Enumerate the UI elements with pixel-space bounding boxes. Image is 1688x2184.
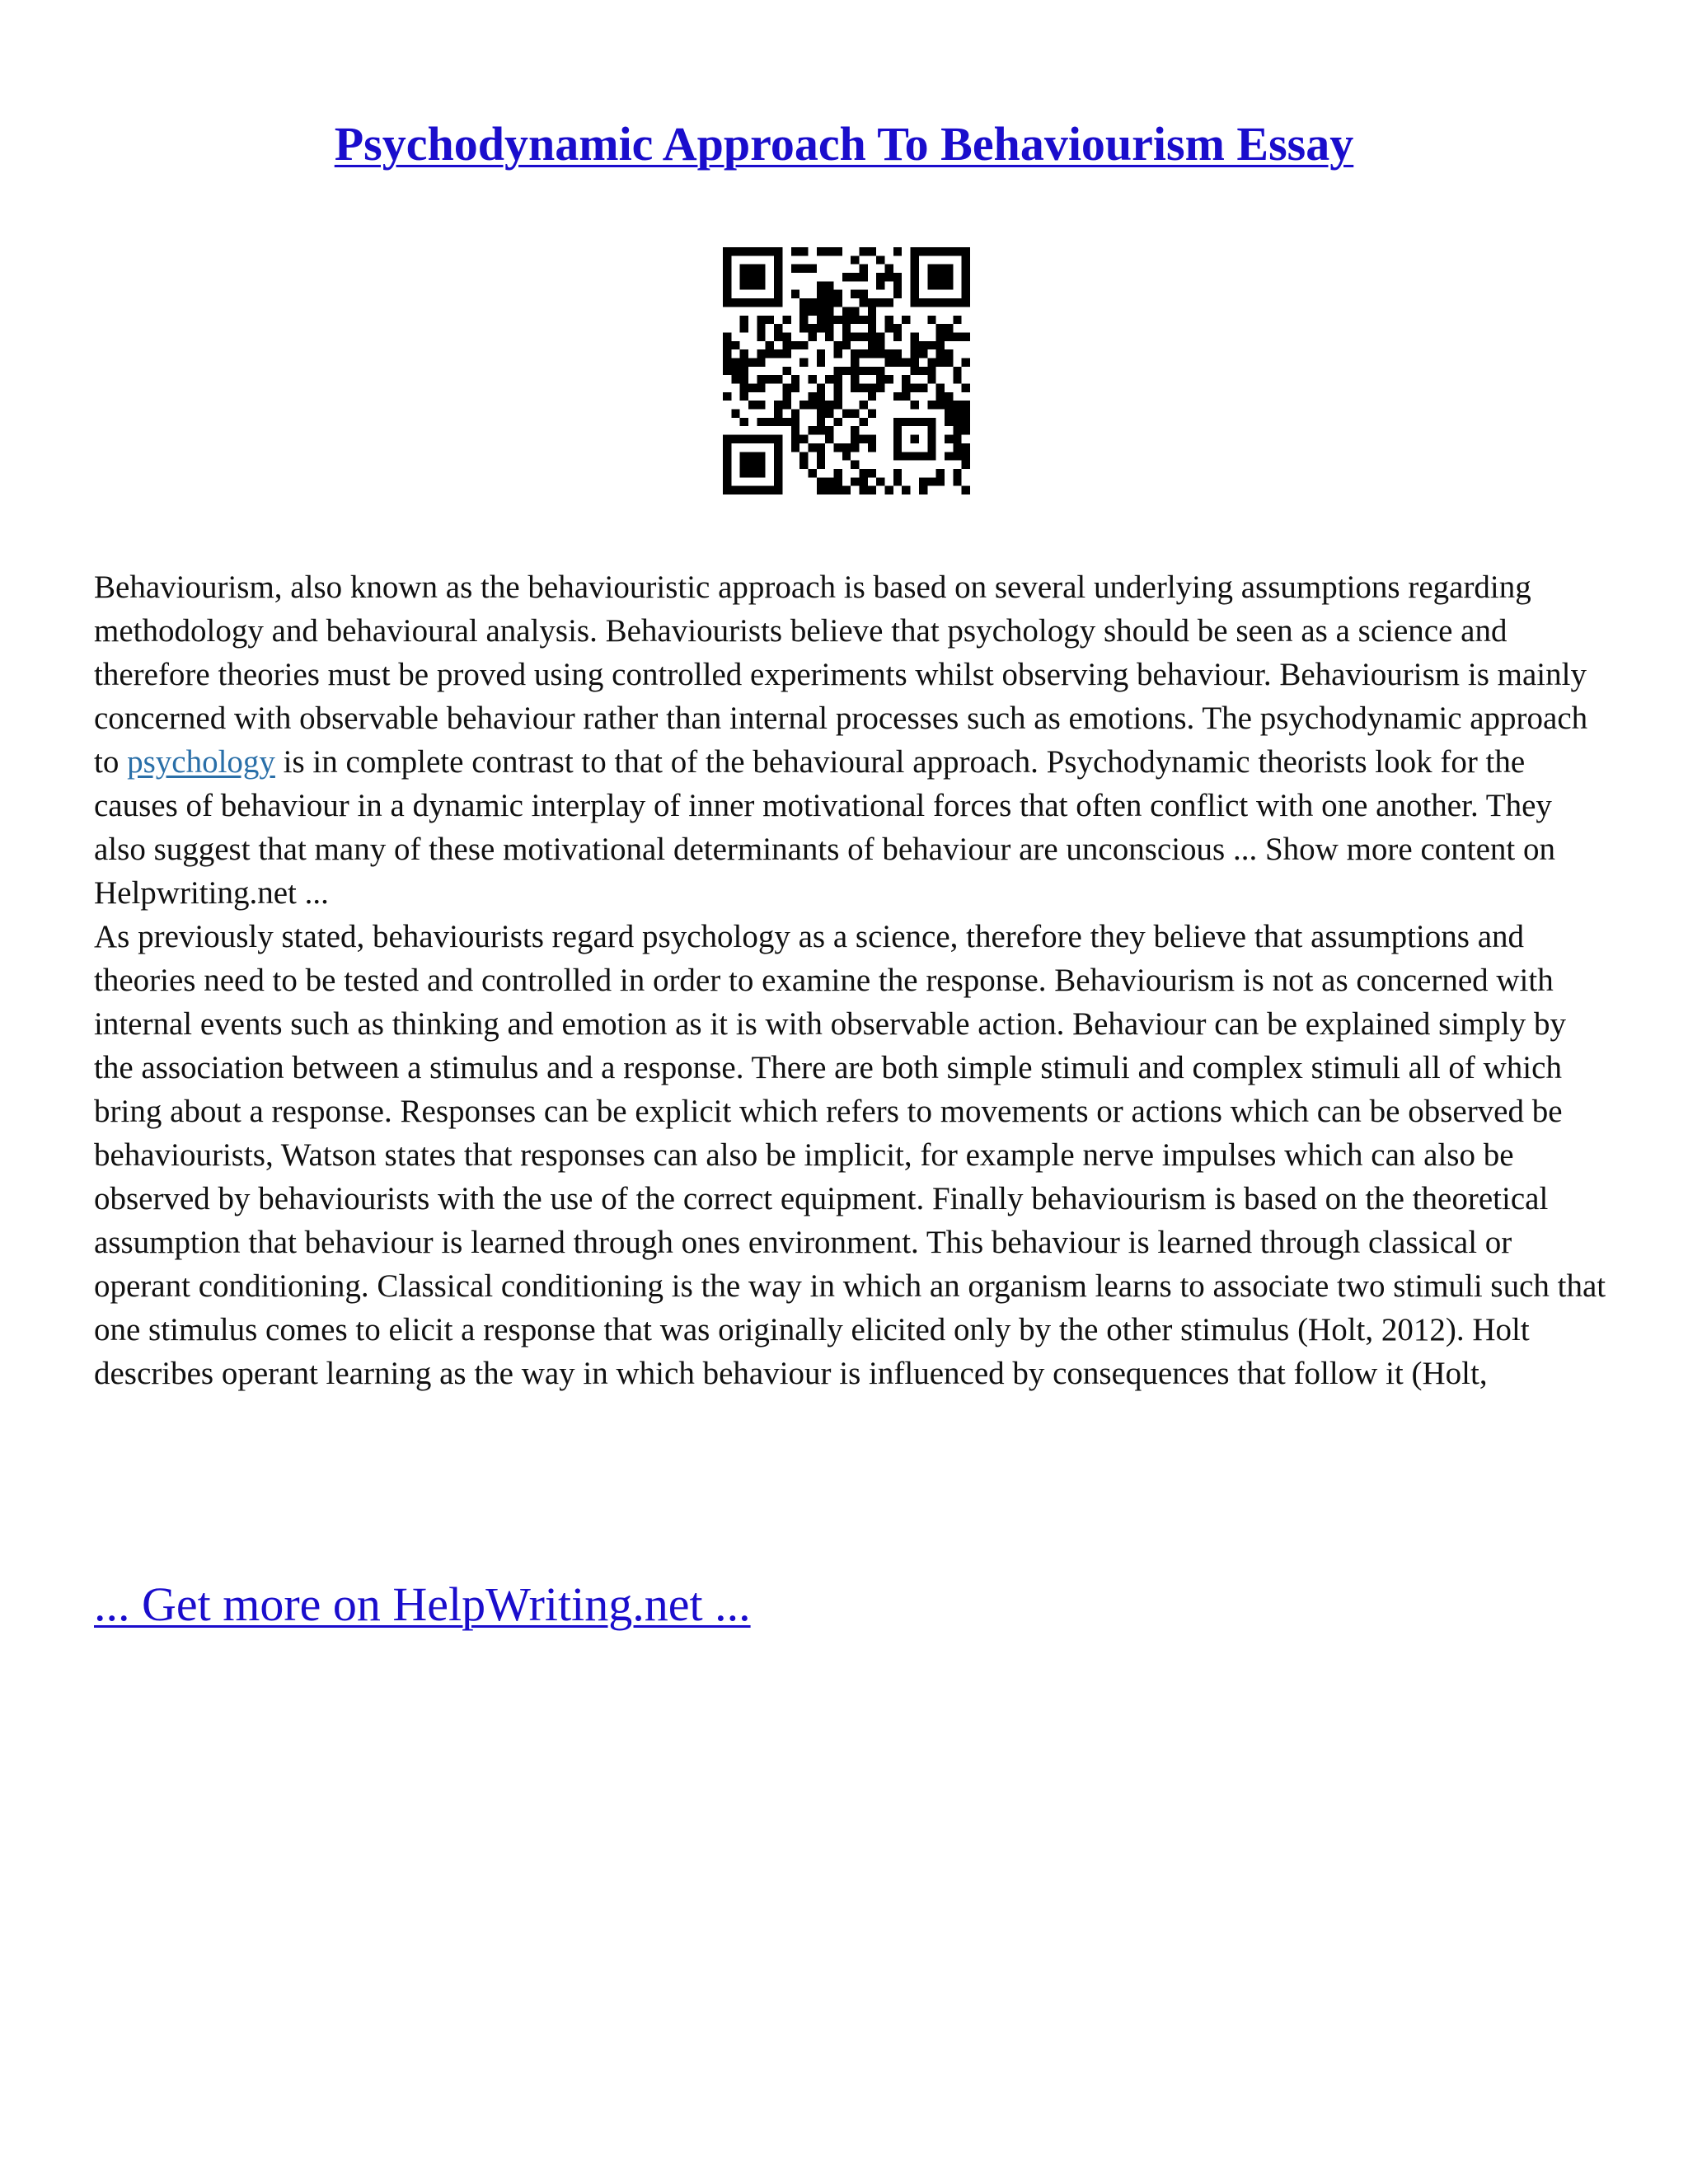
more-link-container <box>94 1576 751 1633</box>
paragraph-1-text-end: is in complete contrast to that of the behavioural approach. Psychodynamic theorists look for the causes of behaviour in a dynamic interplay of inner motivational forces that often conflict with one another. They also suggest that many of these motivational determinants of behaviour are unconscious ... Show more content on Helpwriting.net ... <box>94 744 1556 911</box>
paragraph-1-text-start: Behaviourism, also known as the behaviouristic approach is based on several underlying assumptions regarding methodology and behavioural analysis. Behaviourists believe that psychology should be seen as a science and therefore theories must be proved using controlled experiments whilst observing behaviour. Behaviourism is mainly concerned with observable behaviour rather than internal processes such as emotions. The psychodynamic approach to <box>94 569 1588 780</box>
page-title-link[interactable]: Psychodynamic Approach To Behaviourism Essay <box>334 117 1354 171</box>
title-container <box>0 115 1688 173</box>
essay-body <box>94 565 1611 1395</box>
paragraph-2: As previously stated, behaviourists regard psychology as a science, therefore they believe that assumptions and theories need to be tested and controlled in order to examine the response. Behaviourism is not as concerned with internal events such as thinking and emotion as it is with observable action. Behaviour can be explained simply by the association between a stimulus and a response. There are both simple stimuli and complex stimuli all of which bring about a response. Responses can be explicit which refers to movements or actions which can be observed be behaviourists, Watson states that responses can also be implicit, for example nerve impulses which can also be observed by behaviourists with the use of the correct equipment. Finally behaviourism is based on the theoretical assumption that behaviour is learned through ones environment. This behaviour is learned through classical or operant conditioning. Classical conditioning is the way in which an organism learns to associate two stimuli such that one stimulus comes to elicit a response that was originally elicited only by the other stimulus (Holt, 2012). Holt describes operant learning as the way in which behaviour is influenced by consequences that follow it (Holt, <box>94 919 1606 1391</box>
psychology-link[interactable]: psychology <box>127 744 275 780</box>
paragraph-1 <box>94 565 1611 915</box>
qr-code-graphic <box>723 247 970 494</box>
get-more-link[interactable]: ... Get more on HelpWriting.net ... <box>94 1577 751 1631</box>
qr-code-icon <box>723 247 970 494</box>
